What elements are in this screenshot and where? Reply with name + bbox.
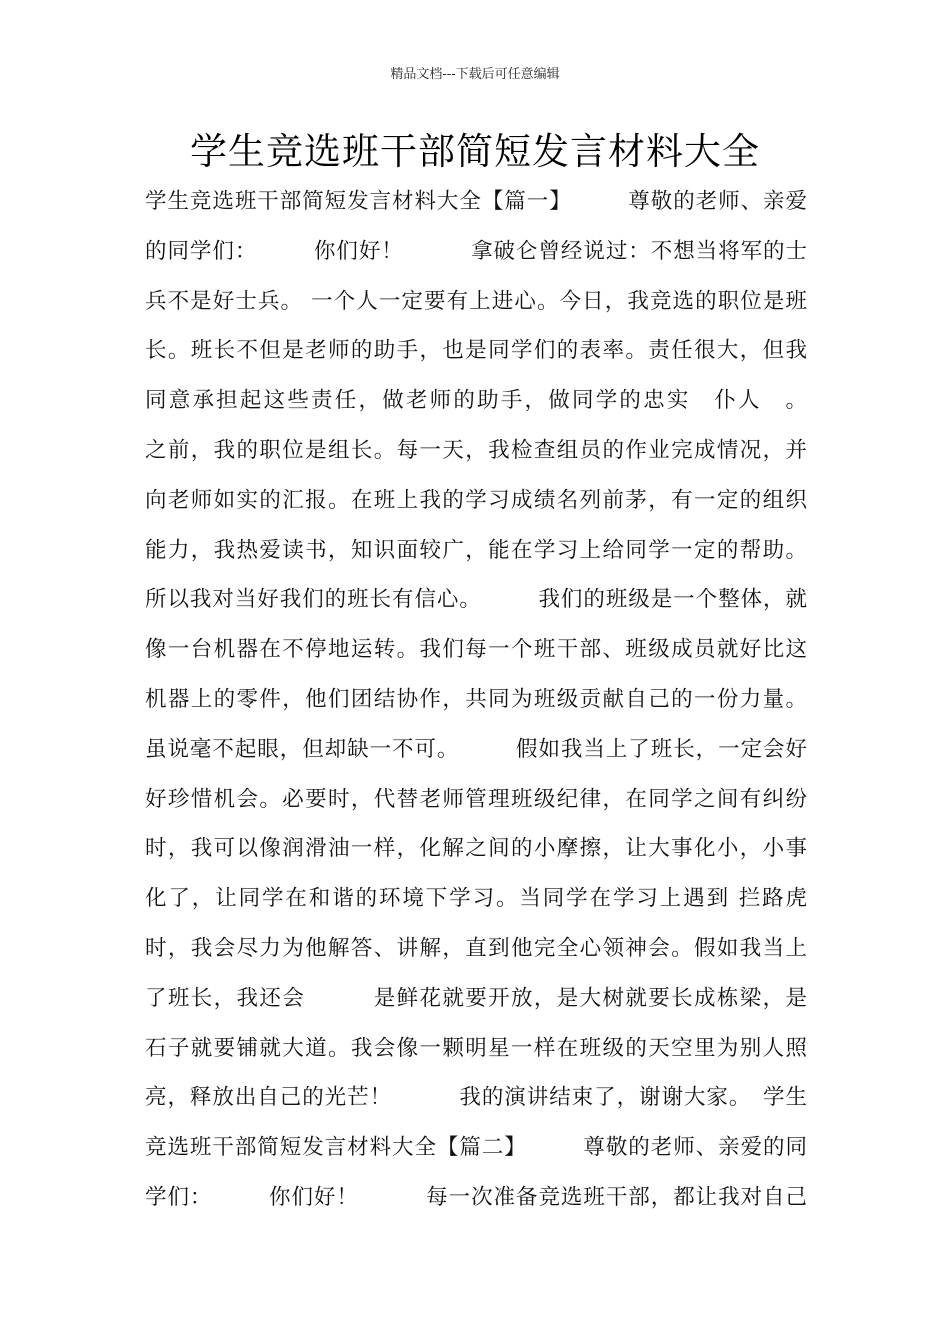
body-line: 的同学们： 你们好！ 拿破仑曾经说过：不想当将军的士	[145, 238, 807, 264]
body-line: 机器上的零件，他们团结协作，共同为班级贡献自己的一份力量。	[145, 686, 807, 712]
body-line: 亮，释放出自己的光芒！ 我的演讲结束了，谢谢大家。 学生	[145, 1085, 807, 1111]
body-line: 石子就要铺就大道。我会像一颗明星一样在班级的天空里为别人照	[145, 1035, 807, 1061]
body-line: 了班长，我还会 是鲜花就要开放，是大树就要长成栋梁，是	[145, 985, 807, 1011]
body-line: 化了，让同学在和谐的环境下学习。当同学在学习上遇到 拦路虎	[145, 886, 807, 912]
body-line: 兵不是好士兵。 一个人一定要有上进心。今日，我竞选的职位是班	[145, 288, 807, 314]
body-line: 像一台机器在不停地运转。我们每一个班干部、班级成员就好比这	[145, 637, 807, 663]
body-line: 同意承担起这些责任，做老师的助手，做同学的忠实 仆人 。	[145, 388, 807, 414]
document-title: 学生竞选班干部简短发言材料大全	[190, 130, 760, 173]
body-line: 好珍惜机会。必要时，代替老师管理班级纪律，在同学之间有纠纷	[145, 786, 807, 812]
document-body	[145, 177, 807, 1223]
body-line: 竞选班干部简短发言材料大全【篇二】 尊敬的老师、亲爱的同	[145, 1135, 807, 1161]
body-line: 之前，我的职位是组长。每一天，我检查组员的作业完成情况，并	[145, 437, 807, 463]
page-header: 精品文档---下载后可任意编辑	[390, 67, 560, 82]
body-line: 时，我可以像润滑油一样，化解之间的小摩擦，让大事化小，小事	[145, 836, 807, 862]
body-line: 学们： 你们好！ 每一次准备竞选班干部，都让我对自己	[145, 1184, 807, 1210]
body-line: 向老师如实的汇报。在班上我的学习成绩名列前茅，有一定的组织	[145, 487, 807, 513]
body-line: 学生竞选班干部简短发言材料大全【篇一】 尊敬的老师、亲爱	[145, 189, 807, 214]
body-line: 能力，我热爱读书，知识面较广，能在学习上给同学一定的帮助。	[145, 537, 807, 563]
body-line: 时，我会尽力为他解答、讲解，直到他完全心领神会。假如我当上	[145, 935, 807, 961]
body-line: 所以我对当好我们的班长有信心。 我们的班级是一个整体，就	[145, 587, 807, 613]
body-line: 长。班长不但是老师的助手，也是同学们的表率。责任很大，但我	[145, 338, 807, 364]
body-line: 虽说毫不起眼，但却缺一不可。 假如我当上了班长，一定会好	[145, 736, 807, 762]
